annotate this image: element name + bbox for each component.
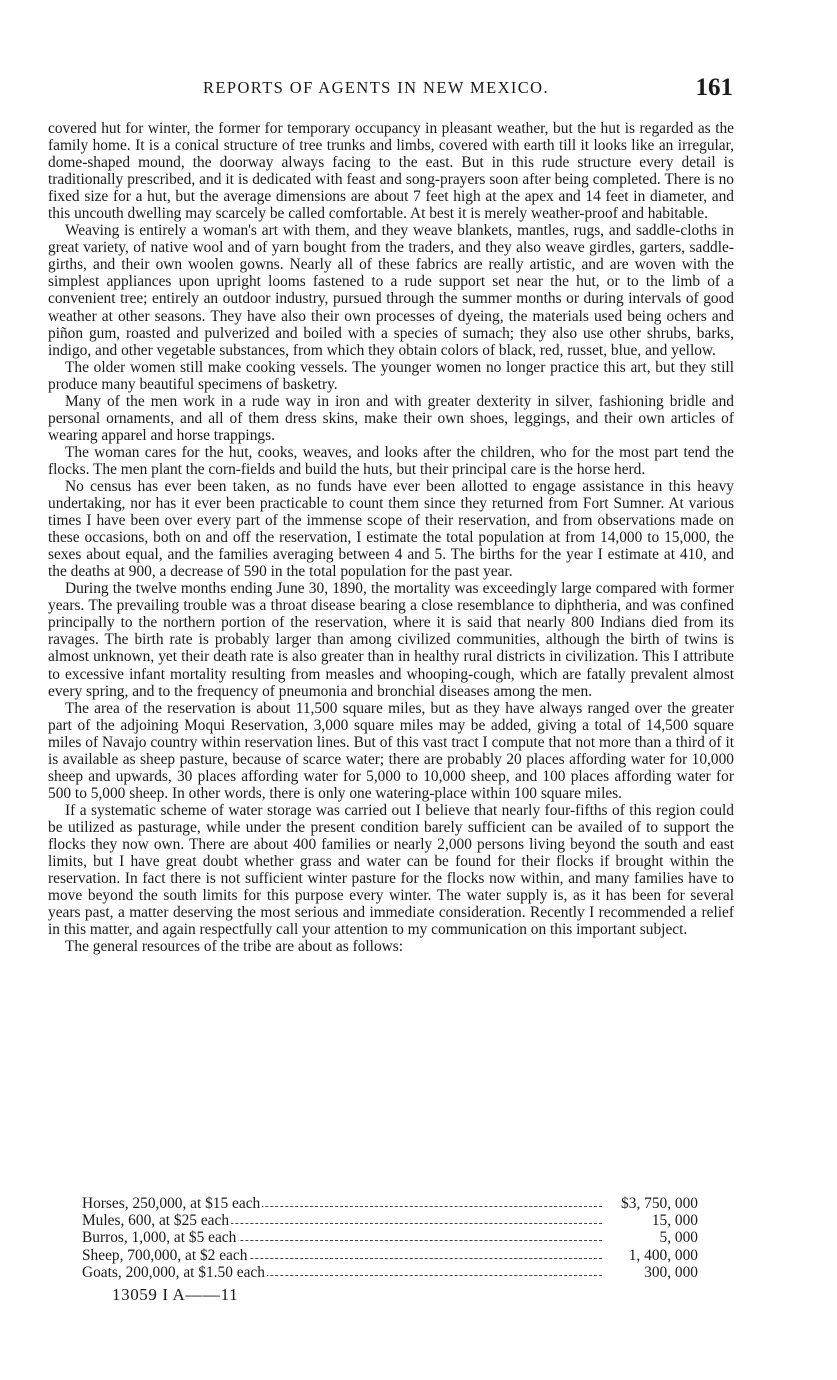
body-text	[48, 120, 734, 955]
paragraph-weaving: Weaving is entirely a woman's art with them, and they weave blankets, mantles, rugs, and saddle-cloths in great variety, of native wool and of yarn bought from the traders, and they also weave girdles, garters, saddle-girths, and their own woolen gowns. Nearly all of these fabrics are really artistic, and are woven with the simplest appliances upon upright looms fastened to a rude support set near the hut, or to the limb of a convenient tree; entirely an outdoor industry, pursued through the summer months or during intervals of good weather at other seasons. They have also their own processes of dyeing, the materials used being ochers and piñon gum, roasted and pulverized and boiled with a species of sumach; they also use other shrubs, barks, indigo, and other vegetable substances, from which they obtain colors of black, red, russet, blue, and yellow.	[48, 222, 734, 359]
resource-row-mules	[82, 1212, 698, 1229]
resource-value: $3, 750, 000	[621, 1195, 698, 1212]
running-head-title: REPORTS OF AGENTS IN NEW MEXICO.	[203, 78, 550, 97]
resource-row-burros	[82, 1229, 698, 1246]
paragraph-reservation-area: The area of the reservation is about 11,500 square miles, but as they have always ranged over the greater part of the adjoining Moqui Reservation, 3,000 square miles may be added, giving a total of 14,500 square miles of Navajo country within reservation lines. But of this vast tract I compute that not more than a third of it is available as sheep pasture, because of scarce water; there are probably 20 places affording water for 10,000 sheep and upwards, 30 places affording water for 5,000 to 10,000 sheep, and 100 places affording water for 500 to 5,000 sheep. In other words, there is only one watering-place within 100 square miles.	[48, 699, 734, 802]
resource-row-sheep	[82, 1247, 698, 1264]
resource-label: Horses, 250,000, at $15 each	[82, 1195, 261, 1212]
paragraph-mortality: During the twelve months ending June 30, 1890, the mortality was exceedingly large compared with former years. The prevailing trouble was a throat disease bearing a close resemblance to diphtheria, and was confined principally to the northern portion of the reservation, where it is said that nearly 800 Indians died from its ravages. The birth rate is probably larger than among civilized communities, although the birth of twins is almost unknown, yet their death rate is also greater than in healthy rural districts in civilization. This I attribute to excessive infant mortality resulting from measles and whooping-cough, which are fatally prevalent almost every spring, and to the frequency of pneumonia and bronchial diseases among the men.	[48, 580, 734, 700]
resource-row-goats	[82, 1264, 698, 1281]
resource-label: Mules, 600, at $25 each	[82, 1212, 230, 1230]
printer-signature: 13059 I A——11	[112, 1285, 239, 1304]
resource-row-horses	[82, 1195, 698, 1212]
paragraph-water-storage: If a systematic scheme of water storage was carried out I believe that nearly four-fifths of this region could be utilized as pasturage, while under the present condition barely sufficient can be availed of to support the flocks they now own. There are about 400 families or nearly 2,000 persons living beyond the south and east limits, but I have great doubt whether grass and water can be found for their flocks if brought within the reservation. In fact there is not sufficient winter pasture for the flocks now within, and many families have to move beyond the south limits for this purpose every winter. The water supply is, as it has been for several years past, a matter deserving the most serious and immediate consideration. Recently I recommended a relief in this matter, and again respectfully call your attention to my communication on this important subject.	[48, 801, 734, 939]
paragraph-division-of-labor: The woman cares for the hut, cooks, weaves, and looks after the children, who for the most part tend the flocks. The men plant the corn-fields and build the huts, but their principal care is the horse herd.	[48, 443, 734, 478]
paragraph-resources-intro: The general resources of the tribe are about as follows:	[65, 938, 404, 956]
resource-value: 15, 000	[651, 1212, 698, 1230]
running-header	[48, 74, 737, 104]
paragraph-hut-description: covered hut for winter, the former for temporary occupancy in pleasant weather, but the hut is regarded as the family home. It is a conical structure of tree trunks and limbs, covered with earth till it looks like an irregular, dome-shaped mound, the doorway always facing to the east. But in this rude structure every detail is traditionally prescribed, and it is dedicated with feast and song-prayers soon after being completed. There is no fixed size for a hut, but the average dimensions are about 7 feet high at the apex and 14 feet in diameter, and this uncouth dwelling may scarcely be called comfortable. At best it is merely weather-proof and habitable.	[48, 120, 734, 223]
resource-label: Goats, 200,000, at $1.50 each	[82, 1263, 265, 1281]
resource-value: 300, 000	[644, 1263, 698, 1281]
resource-label: Burros, 1,000, at $5 each	[82, 1229, 237, 1247]
paragraph-metalwork: Many of the men work in a rude way in iron and with greater dexterity in silver, fashioning bridle and personal ornaments, and all of them dress skins, make their own shoes, leggings, and their own articles of wearing apparel and horse trappings.	[48, 392, 734, 444]
paragraph-pottery: The older women still make cooking vessels. The younger women no longer practice this art, but they still produce many beautiful specimens of basketry.	[48, 358, 734, 393]
resources-table	[82, 1195, 698, 1281]
page-number: 161	[695, 74, 733, 101]
resource-label: Sheep, 700,000, at $2 each	[82, 1246, 248, 1264]
resource-value: 5, 000	[659, 1229, 698, 1247]
resource-value: 1, 400, 000	[628, 1246, 698, 1264]
paragraph-census: No census has ever been taken, as no funds have ever been allotted to engage assistance in this heavy undertaking, nor has it ever been practicable to count them since they returned from Fort Sumner. At various times I have been over every part of the immense scope of their reservation, and from observations made on these occasions, both on and off the reservation, I estimate the total population at from 14,000 to 15,000, the sexes about equal, and the families averaging between 4 and 5. The births for the year I estimate at 410, and the deaths at 900, a decrease of 590 in the total population for the past year.	[48, 477, 734, 581]
